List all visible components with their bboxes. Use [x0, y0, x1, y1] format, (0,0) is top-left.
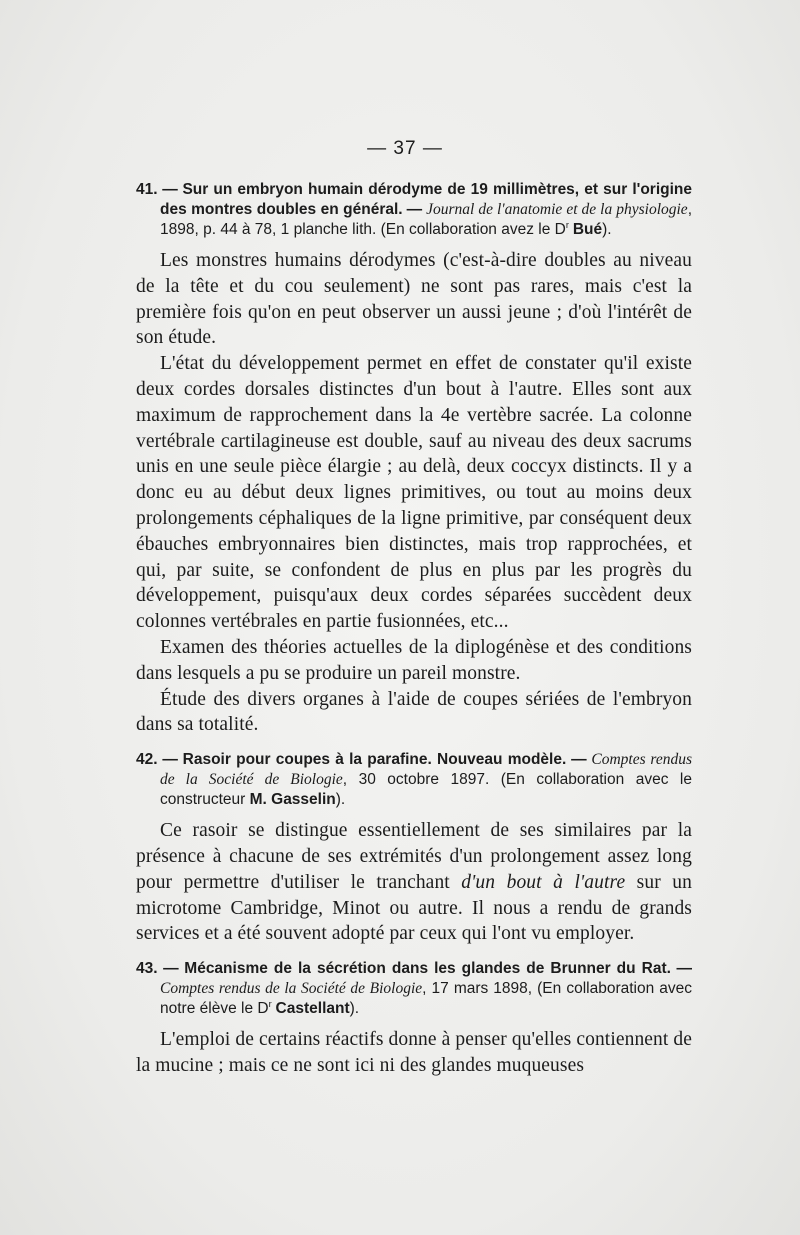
bibliography-entry-42 — [136, 750, 692, 810]
entry-details: , 17 mars 1898, (En collaboration avec notre élève le D — [160, 980, 693, 1018]
paragraph-text: Ce rasoir se distingue essentiellement de ses similaires par la présence à chacune de ses extrémités d'un prolongement assez long pour permettre d'utiliser le tranchant — [136, 820, 692, 893]
page-number: — 37 — — [367, 138, 443, 159]
entry-title: Sur un embryon humain dérodyme de 19 millimètres, et sur l'origine des montres doubles en général. — [160, 181, 693, 218]
paragraph: Étude des divers organes à l'aide de coupes sériées de l'embryon dans sa totalité. — [136, 688, 692, 736]
document-body — [136, 180, 692, 1079]
paragraph: L'emploi de certains réactifs donne à penser qu'elles contiennent de la mucine ; mais ce ne sont ici ni des glandes muqueuses — [136, 1029, 692, 1076]
entry-journal: Comptes rendus de la Société de Biologie — [160, 751, 693, 789]
entry-title: Mécanisme de la sécrétion dans les glandes de Brunner du Rat. — [184, 960, 671, 978]
entry-collaborator: M. Gasselin — [249, 791, 336, 809]
paragraph-text: L'état du développement permet en effet de constater qu'il existe deux cordes dorsales distinctes d'un bout à l'autre. Elles sont aux maximum de rapprochement dans la 4e vertèbre sacrée. La colonne vertébrale cartilagineuse est double, sauf au niveau des deux sacrums unis en une seule pièce élargie ; au delà, deux coccyx distincts. Il y a donc eu au début deux lignes primitives, ou tout au moins deux prolongements céphaliques de la ligne primitive, par conséquent deux ébauches embryonnaires bien distinctes, mais trop rapprochées, et qui, par suite, se confondent de plus en plus par les progrès du développement, puisqu'aux deux cordes séparées succèdent deux colonnes vertébrales en partie fusionnées, etc... — [136, 353, 692, 633]
paragraph: Les monstres humains dérodymes (c'est-à-dire doubles au niveau de la tête et du cou seulement) ne sont pas rares, mais c'est la première fois qu'on en peut observer un aussi jeune ; d'où l'intérêt de son étude. — [136, 250, 692, 349]
entry-number: 43. — [136, 960, 158, 978]
entry-details: , 30 octobre 1897. (En collaboration avec le constructeur — [160, 771, 692, 809]
entry-collaborator: Bué — [572, 221, 603, 238]
entry-title: Rasoir pour coupes à la parafine. Nouveau modèle. — [182, 751, 567, 769]
entry-dash: — — [162, 181, 178, 198]
entry-details: , 1898, p. 44 à 78, 1 planche lith. (En collaboration avez le D — [160, 201, 692, 238]
paragraph — [136, 351, 692, 635]
bibliography-entry-43 — [136, 959, 692, 1019]
entry-title-sup: r — [565, 219, 569, 230]
paragraph-text: sur un microtome Cambridge, Minot ou autre. Il nous a rendu de grands services et a été souvent adopté par ceux qui l'ont vu employer. — [136, 871, 692, 945]
entry-number: 42. — [136, 751, 158, 769]
entry-tail: ). — [602, 221, 612, 238]
entry-dash: — — [163, 960, 179, 978]
entry-title-sup: r — [268, 998, 272, 1009]
paragraph — [136, 818, 692, 947]
entry-dash-2: — — [571, 751, 587, 769]
entry-journal: Journal de l'anatomie et de la physiologie — [426, 201, 688, 218]
bibliography-entry-41 — [136, 180, 692, 240]
entry-journal: Comptes rendus de la Société de Biologie — [160, 980, 423, 998]
entry-dash-2: — — [676, 960, 693, 978]
entry-tail: ). — [335, 791, 346, 809]
entry-number: 41. — [136, 181, 158, 198]
entry-dash-2: — — [406, 201, 423, 218]
paragraph: Examen des théories actuelles de la diplogénèse et des conditions dans lesquels a pu se produire un pareil monstre. — [136, 636, 692, 684]
paragraph-italic: d'un bout à l'autre — [461, 871, 626, 893]
entry-dash: — — [162, 751, 178, 769]
entry-tail: ). — [349, 1000, 360, 1018]
entry-collaborator: Castellant — [275, 1000, 350, 1018]
